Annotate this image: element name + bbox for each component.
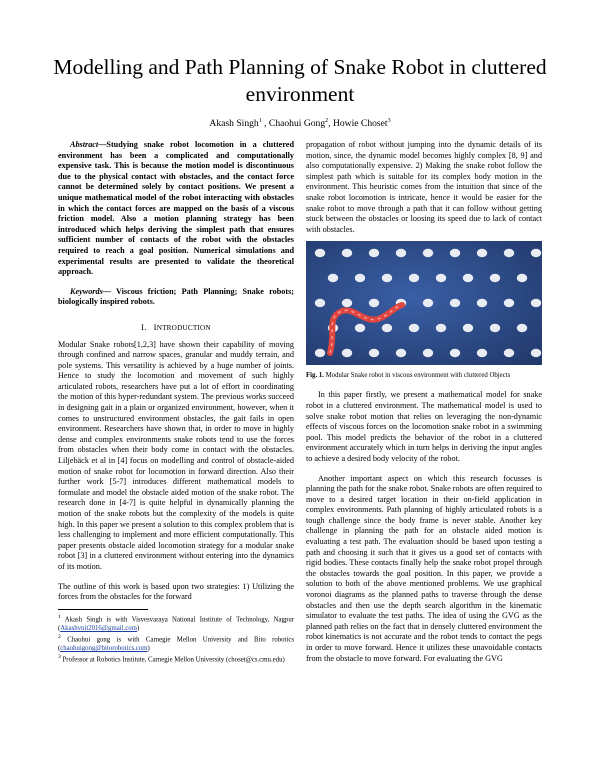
body-paragraph: Modular Snake robots[1,2,3] have shown their capability of moving through confined and narrow spaces, granular and muddy terrain, and pole systems. This versatility is achieved by a huge number of joints. Hence to study the locomotion and movement of such highly articulated robots, researchers have put a lot of effort in coordinating the motion of this hyper-redundant system. The previous works succeed in designing gait in a plain or organized environment, however, when it comes to unstructured environment obstacles, the gait fails in open environment. Researchers have shown that, in order to move in highly dense and complex environments snake robots tend to use the forces from obstacles when their body come in contact with the obstacles. Liljebäck et al in [4] focus on modelling and control of obstacle-aided motion of snake robot for locomotion in forward direction. Also their further work [5-7] introduces different mathematical models to formulate and model the obstacle aided motion of the snake robot. The research done in [4-7] is quite helpful in dynamically planning the motion of the snake robots but the complexity of the models is quite high. In this paper we present a solution to this complex problem that is less challenging to implement and more efficient computationally. This paper presents obstacle aided locomotion strategy for a modular snake robot [3] in a cluttered environment without entering into the dynamics of its motion.	[58, 339, 294, 571]
footnote-text: Chaohui gong is with Carnegie Mellon University and Bito robotics (	[58, 636, 294, 653]
abstract-text: —Studying snake robot locomotion in a cluttered environment has been a complicated and computationally expensive task. This is because the motion model is discontinuous due to the physical contact with obstacles, and the contact force cannot be determined solely by contact positions. We present a unique mathematical model of the robot interacting with obstacles in which the contact forces are mapped on the basis of a viscous friction model. Also a motion planning strategy has been introduced which helps deriving the simplest path that ensures sufficient number of contacts of the robot with the obstacles required to reach a goal position. Numerical simulations and experimental results are presented to validate the theoretical approach.	[58, 140, 294, 277]
figure-caption	[306, 371, 542, 380]
peg	[369, 299, 379, 307]
peg	[436, 274, 446, 282]
footnote-mark: 1	[58, 613, 61, 620]
figure-label: Fig. 1.	[306, 372, 324, 380]
body-paragraph: Another important aspect on which this research focusses is planning the path for the snake robot. Snake robots are often required to move to a desired target location in their on-field application in complex environments. Path planning of highly articulated robots is a tough challenge since the body frame is never stable. Another key challenge in planning the path for an obstacle aided motion is evaluating a test path. The evaluation should be based upon testing a path and choosing it such that it gives us a good set of contacts with rigid bodies. These contacts finally help the snake robot propel through the obstacles towards the goal position. In this paper, we provide a solution to both of the above mentioned problems. We use graphical voronoi diagrams as the planned paths to traverse through the dense obstacles and then use the depth search algorithm in the kinematic simulator to evaluate the test paths. The idea of using the GVG as the planned path relies on the fact that in densely cluttered environment the robot kinematics is not accurate and the robot tends to contact the pegs in order to move forward. Hence it utilizes these unavoidable contacts from the obstacle to move forward. For evaluating the GVG	[306, 473, 542, 663]
peg	[396, 249, 406, 257]
peg	[396, 349, 406, 357]
peg	[423, 349, 433, 357]
keywords-lead: Keywords	[70, 286, 103, 296]
peg	[490, 274, 500, 282]
peg	[477, 249, 487, 257]
section-number: I.	[141, 321, 147, 332]
peg	[315, 349, 325, 357]
paper-title: Modelling and Path Planning of Snake Robot in cluttered environment	[53, 55, 547, 106]
peg	[409, 274, 419, 282]
peg	[531, 299, 541, 307]
section-title-first: I	[153, 321, 157, 332]
peg	[490, 324, 500, 332]
body-paragraph: In this paper firstly, we present a mathematical model for snake robot in a cluttered environment. The mathematical model is used to solve snake robot motion that relies on leveraging the non-dynamic effects of viscous forces on the locomotion snake robot in a swimming pool. This model predicts the behavior of the robot in a cluttered environment accurately which in turn helps in deriving the input angles to achieve a desired body velocity of the robot.	[306, 390, 542, 463]
peg	[315, 299, 325, 307]
figure-caption-text: Modular Snake robot in viscous environment with cluttered Objects	[323, 372, 511, 380]
peg	[504, 349, 514, 357]
footnote-text: Akash Singh is with Visvesvaraya National Institute of Technology, Nagpur (	[58, 616, 294, 633]
peg	[504, 299, 514, 307]
peg	[342, 299, 352, 307]
email-link[interactable]: Akashvnit2016@gmail.com	[60, 625, 137, 633]
footnote	[58, 653, 294, 664]
left-column	[58, 140, 294, 665]
peg	[531, 349, 541, 357]
peg	[315, 249, 325, 257]
abstract-lead: Abstract	[70, 140, 99, 149]
section-title-rest: NTRODUCTION	[156, 323, 211, 332]
footnote-end: )	[147, 645, 150, 653]
right-column	[306, 140, 542, 664]
body-paragraph: The outline of this work is based upon two strategies: 1) Utilizing the forces from the obstacles for the forward	[58, 581, 294, 602]
peg	[450, 349, 460, 357]
affiliation-mark: 1	[258, 118, 262, 124]
peg	[463, 274, 473, 282]
footnote-mark: 2	[58, 634, 61, 641]
author-name: Akash Singh	[209, 118, 259, 130]
peg	[369, 349, 379, 357]
peg	[504, 249, 514, 257]
peg	[463, 324, 473, 332]
peg	[436, 324, 446, 332]
author-name: Chaohui Gong	[268, 118, 326, 130]
footnote	[58, 633, 294, 653]
snake-robot-photo	[306, 241, 542, 365]
abstract	[58, 140, 294, 278]
author-separator: ,	[328, 118, 333, 130]
footnote-text: Professor at Robotics Institute, Carnegie Mellon University (choset@cs.cmu.edu)	[62, 656, 285, 664]
author-name: Howie Choset	[332, 118, 388, 130]
peg	[423, 299, 433, 307]
keywords	[58, 287, 294, 308]
peg	[355, 274, 365, 282]
footnote-mark: 3	[58, 654, 61, 661]
body-paragraph: propagation of robot without jumping into the dynamic details of its motion, since, the dynamic model becomes highly complex [8, 9] and also computationally expensive. 2) Making the snake robot follow the simplest path which is suitable for its complex body motion in the environment. This heuristic comes from the intuition that since of the snake robot locomotion is intricate, hence it would be easier for the snake robot to move through a path that it can follow without getting stuck between the obstacles or loosing its speed due to lack of contact with obstacles.	[306, 140, 542, 234]
section-heading	[58, 322, 294, 334]
author-line	[40, 115, 560, 130]
peg	[409, 324, 419, 332]
peg	[382, 274, 392, 282]
peg	[423, 249, 433, 257]
footnote-end: )	[136, 625, 140, 633]
peg	[342, 349, 352, 357]
author-separator: ,	[261, 118, 269, 130]
peg	[382, 324, 392, 332]
peg	[517, 274, 527, 282]
peg	[477, 299, 487, 307]
peg	[450, 249, 460, 257]
figure-photo	[306, 241, 542, 365]
affiliation-mark: 2	[325, 118, 329, 124]
peg	[517, 324, 527, 332]
peg	[477, 349, 487, 357]
footnote	[58, 613, 294, 633]
peg	[342, 249, 352, 257]
affiliation-mark: 3	[387, 118, 391, 124]
peg	[355, 324, 365, 332]
email-link[interactable]: chaohuigong@bitorobotics.com	[60, 645, 148, 653]
peg	[531, 249, 541, 257]
peg	[328, 274, 338, 282]
peg	[369, 249, 379, 257]
keywords-text: — Viscous friction; Path Planning; Snake robots; biologically inspired robots.	[58, 286, 294, 307]
peg	[450, 299, 460, 307]
